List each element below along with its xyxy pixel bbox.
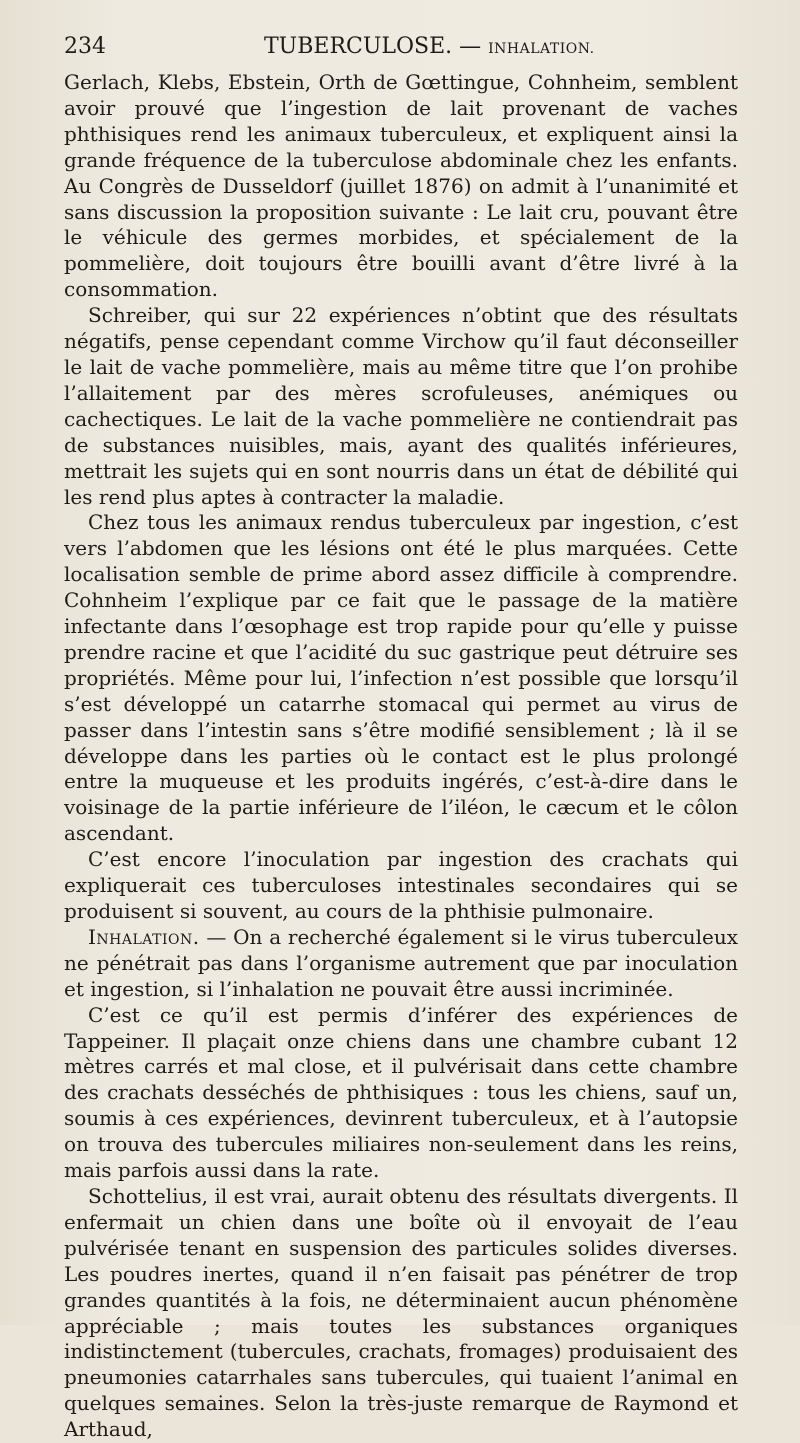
paragraph-5-text: — On a recherché également si le virus tuberculeux ne pénétrait pas dans l’organisme autrement que par inoculation et ingestion, si l’inhalation ne pouvait être aussi incriminée.: [64, 924, 738, 1001]
page-number: 234: [64, 34, 106, 59]
paragraph-4: C’est encore l’inoculation par ingestion des crachats qui expliquerait ces tuberculoses intestinales secondaires qui se produisent si souvent, au cours de la phthisie pulmonaire.: [64, 847, 738, 923]
page-header: [64, 34, 738, 64]
paragraph-6: C’est ce qu’il est permis d’inférer des expériences de Tappeiner. Il plaçait onze chiens dans une chambre cubant 12 mètres carrés et mal close, et il pulvérisait dans cette chambre des crachats desséchés de phthisiques : tous les chiens, sauf un, soumis à ces expériences, devinrent tuberculeux, et à l’autopsie on trouva des tubercules miliaires non-seulement dans les reins, mais parfois aussi dans la rate.: [64, 1002, 738, 1183]
paragraph-7: Schottelius, il est vrai, aurait obtenu des résultats divergents. Il enfermait un chien dans une boîte où il envoyait de l’eau pulvérisée tenant en suspension des particules solides diverses. Les poudres inertes, quand il n’en faisait pas pénétrer de trop grandes quantités à la fois, ne déterminaient aucun phénomène appréciable ; mais toutes les substances organiques indistinctement (tubercules, crachats, fromages) produisaient des pneumonies catarrhales sans tubercules, qui tuaient l’animal en quelques semaines. Selon la très-juste remarque de Raymond et Arthaud,: [64, 1183, 738, 1442]
paragraph-5-inhalation: [64, 925, 738, 1003]
paragraph-3: Chez tous les animaux rendus tuberculeux par ingestion, c’est vers l’abdomen que les lésions ont été le plus marquées. Cette localisation semble de prime abord assez difficile à comprendre. Cohnheim l’explique par ce fait que le passage de la matière infectante dans l’œsophage est trop rapide pour qu’elle y puisse prendre racine et que l’acidité du suc gastrique peut détruire ses propriétés. Même pour lui, l’infection n’est possible que lorsqu’il s’est développé un catarrhe stomacal qui permet au virus de passer dans l’intestin sans s’être modifié sensiblement ; là il se développe dans les parties où le contact est le plus prolongé entre la muqueuse et les produits ingérés, c’est-à-dire dans le voisinage de la partie inférieure de l’iléon, le cæcum et le côlon ascendant.: [64, 510, 738, 846]
body-text: [64, 70, 738, 1443]
paragraph-1: Gerlach, Klebs, Ebstein, Orth de Gœttingue, Cohnheim, semblent avoir prouvé que l’ingestion de lait provenant de vaches phthisiques rend les animaux tuberculeux, et expliquent ainsi la grande fréquence de la tuberculose abdominale chez les enfants. Au Congrès de Dusseldorf (juillet 1876) on admit à l’unanimité et sans discussion la proposition suivante : Le lait cru, pouvant être le véhicule des germes morbides, et spécialement de la pommelière, doit toujours être bouilli avant d’être livré à la consommation.: [64, 70, 738, 302]
running-head-title: TUBERCULOSE. —: [264, 34, 482, 59]
section-lead-inhalation: Inhalation.: [88, 924, 200, 949]
running-head-subtitle: INHALATION.: [488, 41, 595, 57]
running-head: [264, 34, 595, 59]
paragraph-2: Schreiber, qui sur 22 expériences n’obtint que des résultats négatifs, pense cependant comme Virchow qu’il faut déconseiller le lait de vache pommelière, mais au même titre que l’on prohibe l’allaitement par des mères scrofuleuses, anémiques ou cachectiques. Le lait de la vache pommelière ne contiendrait pas de substances nuisibles, mais, ayant des qualités inférieures, mettrait les sujets qui en sont nourris dans un état de débilité qui les rend plus aptes à contracter la maladie.: [64, 303, 738, 509]
